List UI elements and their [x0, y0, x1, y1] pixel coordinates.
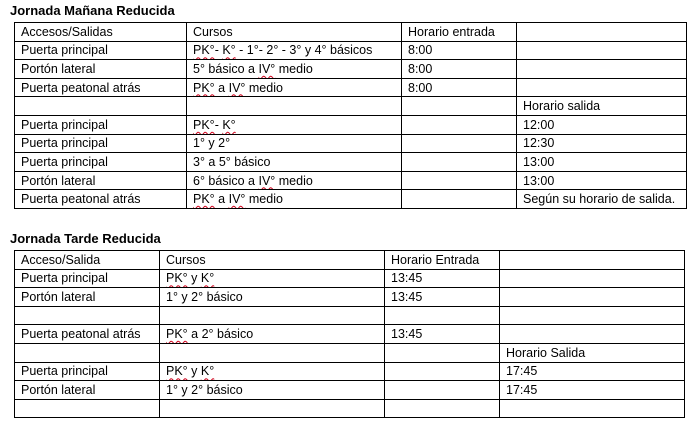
cell-access — [15, 343, 160, 362]
course-text: 5° básico a — [193, 61, 259, 76]
course-text: 6° básico a — [193, 173, 259, 188]
cell-courses — [187, 97, 402, 116]
cell-access: Puerta peatonal atrás — [15, 78, 187, 97]
cell-courses — [187, 153, 402, 172]
cell-entry-time: 8:00 — [402, 60, 517, 79]
cell-exit-time — [500, 269, 685, 288]
cell-courses — [160, 343, 385, 362]
cell-exit-time: Según su horario de salida. — [517, 190, 687, 209]
cell-exit-time — [517, 78, 687, 97]
morning-schedule-table — [14, 22, 687, 209]
course-text: medio — [275, 61, 313, 76]
cell-access: Puerta peatonal atrás — [15, 325, 160, 344]
table-row — [15, 306, 685, 325]
cell-courses — [160, 325, 385, 344]
header-cell-access: Acceso/Salida — [15, 251, 160, 270]
header-cell-exit-time — [517, 23, 687, 42]
cell-entry-time: 8:00 — [402, 41, 517, 60]
cell-exit-time — [517, 60, 687, 79]
header-cell-access: Accesos/Salidas — [15, 23, 187, 42]
course-text: PK° — [166, 364, 188, 379]
course-text: 1° y 2° — [193, 136, 231, 151]
course-text: a — [214, 192, 229, 207]
table-row — [15, 190, 687, 209]
cell-exit-time: 17:45 — [500, 362, 685, 381]
table-row — [15, 134, 687, 153]
header-cell-courses: Cursos — [160, 251, 385, 270]
course-text: K° — [200, 271, 215, 286]
cell-entry-time — [402, 153, 517, 172]
course-text: PK° — [166, 327, 188, 342]
cell-entry-time — [402, 171, 517, 190]
course-text: a — [214, 80, 229, 95]
cell-exit-time: Horario Salida — [500, 343, 685, 362]
table-row — [15, 115, 687, 134]
cell-access — [15, 97, 187, 116]
course-text: y — [187, 364, 201, 379]
course-text: a 2° básico — [187, 327, 254, 342]
cell-entry-time — [385, 306, 500, 325]
course-text: 1° y 2° básico — [166, 289, 243, 304]
table-row — [15, 171, 687, 190]
table-row — [15, 60, 687, 79]
cell-entry-time — [402, 190, 517, 209]
course-text: IV° — [228, 192, 246, 207]
course-text: IV° — [258, 173, 276, 188]
cell-entry-time: 13:45 — [385, 288, 500, 307]
cell-courses — [160, 288, 385, 307]
cell-exit-time: Horario salida — [517, 97, 687, 116]
cell-access: Puerta principal — [15, 362, 160, 381]
cell-exit-time — [500, 306, 685, 325]
cell-exit-time — [500, 288, 685, 307]
cell-courses — [160, 362, 385, 381]
course-text: IV° — [258, 61, 276, 76]
cell-entry-time — [385, 343, 500, 362]
cell-access: Portón lateral — [15, 60, 187, 79]
course-text: K° — [200, 364, 215, 379]
course-text: 1° y 2° básico — [166, 382, 243, 397]
table-row — [15, 269, 685, 288]
course-text: PK° — [193, 43, 215, 58]
cell-access: Puerta principal — [15, 115, 187, 134]
table-row — [15, 362, 685, 381]
cell-entry-time — [385, 399, 500, 418]
cell-access: Portón lateral — [15, 171, 187, 190]
table-row — [15, 41, 687, 60]
afternoon-title: Jornada Tarde Reducida — [10, 231, 161, 246]
afternoon-schedule-table — [14, 250, 685, 418]
table-row — [15, 153, 687, 172]
course-text: y — [187, 271, 201, 286]
cell-courses — [187, 190, 402, 209]
course-text: medio — [245, 192, 283, 207]
course-text: medio — [275, 173, 313, 188]
course-text: PK° — [166, 271, 188, 286]
cell-exit-time: 13:00 — [517, 171, 687, 190]
cell-courses — [160, 399, 385, 418]
cell-access: Puerta principal — [15, 134, 187, 153]
cell-exit-time — [500, 399, 685, 418]
cell-courses — [187, 41, 402, 60]
cell-exit-time: 12:00 — [517, 115, 687, 134]
course-text: - — [214, 43, 223, 58]
course-text: medio — [245, 80, 283, 95]
cell-courses — [187, 115, 402, 134]
table-row — [15, 381, 685, 400]
course-text: 3° a 5° básico — [193, 154, 271, 169]
table-row — [15, 325, 685, 344]
cell-entry-time — [385, 362, 500, 381]
cell-entry-time: 13:45 — [385, 269, 500, 288]
cell-courses — [187, 60, 402, 79]
course-text: PK° — [193, 192, 215, 207]
cell-courses — [160, 269, 385, 288]
cell-courses — [187, 134, 402, 153]
cell-entry-time: 8:00 — [402, 78, 517, 97]
cell-courses — [160, 381, 385, 400]
course-text: K° — [222, 43, 236, 58]
cell-exit-time: 17:45 — [500, 381, 685, 400]
cell-entry-time — [402, 115, 517, 134]
cell-courses — [187, 78, 402, 97]
cell-courses — [160, 306, 385, 325]
header-cell-exit-time — [500, 251, 685, 270]
table-row — [15, 399, 685, 418]
cell-access: Puerta principal — [15, 41, 187, 60]
cell-exit-time: 12:30 — [517, 134, 687, 153]
course-text: K° — [222, 117, 236, 132]
morning-title: Jornada Mañana Reducida — [10, 3, 175, 18]
header-cell-courses: Cursos — [187, 23, 402, 42]
cell-entry-time — [402, 97, 517, 116]
cell-access: Portón lateral — [15, 288, 160, 307]
cell-access — [15, 306, 160, 325]
cell-exit-time — [517, 41, 687, 60]
course-text: - — [214, 117, 223, 132]
cell-access: Puerta principal — [15, 153, 187, 172]
cell-entry-time — [402, 134, 517, 153]
cell-courses — [187, 171, 402, 190]
cell-exit-time — [500, 325, 685, 344]
table-header-row — [15, 251, 685, 270]
course-text: - 1°- 2° - 3° y 4° básicos — [235, 43, 373, 58]
table-row — [15, 288, 685, 307]
course-text: PK° — [193, 80, 215, 95]
cell-access: Puerta principal — [15, 269, 160, 288]
course-text: IV° — [228, 80, 246, 95]
header-cell-entry-time: Horario Entrada — [385, 251, 500, 270]
table-row — [15, 97, 687, 116]
cell-exit-time: 13:00 — [517, 153, 687, 172]
table-row — [15, 78, 687, 97]
cell-entry-time: 13:45 — [385, 325, 500, 344]
table-header-row — [15, 23, 687, 42]
cell-access: Puerta peatonal atrás — [15, 190, 187, 209]
course-text: PK° — [193, 117, 215, 132]
cell-access — [15, 399, 160, 418]
header-cell-entry-time: Horario entrada — [402, 23, 517, 42]
cell-access: Portón lateral — [15, 381, 160, 400]
table-row — [15, 343, 685, 362]
cell-entry-time — [385, 381, 500, 400]
